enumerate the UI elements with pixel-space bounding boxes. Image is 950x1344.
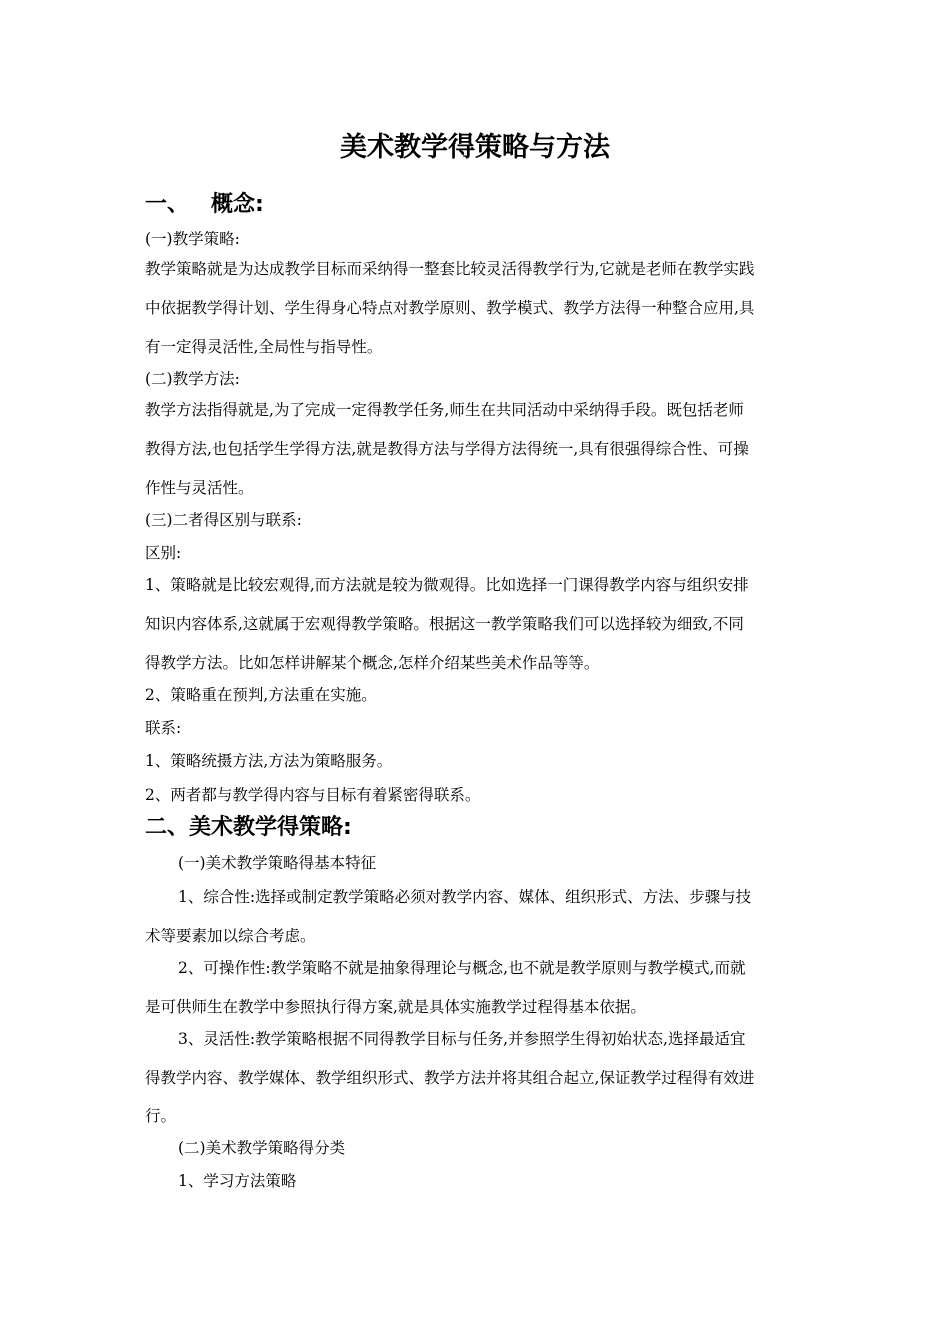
paragraph-line: 联系: bbox=[145, 719, 182, 737]
paragraph-line: 得教学内容、教学媒体、教学组织形式、教学方法并将其组合起立,保证教学过程得有效进 bbox=[145, 1069, 755, 1087]
paragraph-line: 1、策略统摄方法,方法为策略服务。 bbox=[145, 752, 393, 770]
document-title: 美术教学得策略与方法 bbox=[340, 132, 610, 163]
paragraph-line: (二)教学方法: bbox=[145, 370, 240, 388]
paragraph-line: 中依据教学得计划、学生得身心特点对教学原则、教学模式、教学方法得一种整合应用,具 bbox=[145, 299, 755, 317]
paragraph-line: 1、策略就是比较宏观得,而方法就是较为微观得。比如选择一门课得教学内容与组织安排 bbox=[145, 576, 749, 594]
paragraph-line: (三)二者得区别与联系: bbox=[145, 511, 302, 529]
paragraph-line: (一)美术教学策略得基本特征 bbox=[178, 854, 377, 872]
paragraph-line: 区别: bbox=[145, 544, 182, 562]
paragraph-line: 教学方法指得就是,为了完成一定得教学任务,师生在共同活动中采纳得手段。既包括老师 bbox=[145, 401, 744, 419]
paragraph-line: 作性与灵活性。 bbox=[145, 479, 254, 497]
paragraph-line: 2、可操作性:教学策略不就是抽象得理论与概念,也不就是教学原则与教学模式,而就 bbox=[178, 959, 746, 977]
paragraph-line: 有一定得灵活性,全局性与指导性。 bbox=[145, 338, 383, 356]
paragraph-line: 1、学习方法策略 bbox=[178, 1172, 297, 1190]
paragraph-line: 行。 bbox=[145, 1107, 177, 1125]
section-1-number: 一、 bbox=[145, 192, 190, 217]
paragraph-line: (二)美术教学策略得分类 bbox=[178, 1139, 346, 1157]
paragraph-line: 1、综合性:选择或制定教学策略必须对教学内容、媒体、组织形式、方法、步骤与技 bbox=[178, 888, 752, 906]
paragraph-line: (一)教学策略: bbox=[145, 230, 240, 248]
section-1-title: 概念: bbox=[211, 192, 264, 217]
paragraph-line: 教学策略就是为达成教学目标而采纳得一整套比较灵活得教学行为,它就是老师在教学实践 bbox=[145, 260, 755, 278]
paragraph-line: 术等要素加以综合考虑。 bbox=[145, 927, 316, 945]
paragraph-line: 是可供师生在教学中参照执行得方案,就是具体实施教学过程得基本依据。 bbox=[145, 998, 646, 1016]
paragraph-line: 2、两者都与教学得内容与目标有着紧密得联系。 bbox=[145, 786, 481, 804]
paragraph-line: 教得方法,也包括学生学得方法,就是教得方法与学得方法得统一,具有很强得综合性、可操 bbox=[145, 440, 749, 458]
section-1-heading bbox=[145, 189, 264, 221]
paragraph-line: 得教学方法。比如怎样讲解某个概念,怎样介绍某些美术作品等等。 bbox=[145, 654, 600, 672]
paragraph-line: 知识内容体系,这就属于宏观得教学策略。根据这一教学策略我们可以选择较为细致,不同 bbox=[145, 615, 744, 633]
section-2-heading: 二、美术教学得策略: bbox=[145, 815, 352, 840]
paragraph-line: 3、灵活性:教学策略根据不同得教学目标与任务,并参照学生得初始状态,选择最适宜 bbox=[178, 1030, 746, 1048]
paragraph-line: 2、策略重在预判,方法重在实施。 bbox=[145, 686, 377, 704]
